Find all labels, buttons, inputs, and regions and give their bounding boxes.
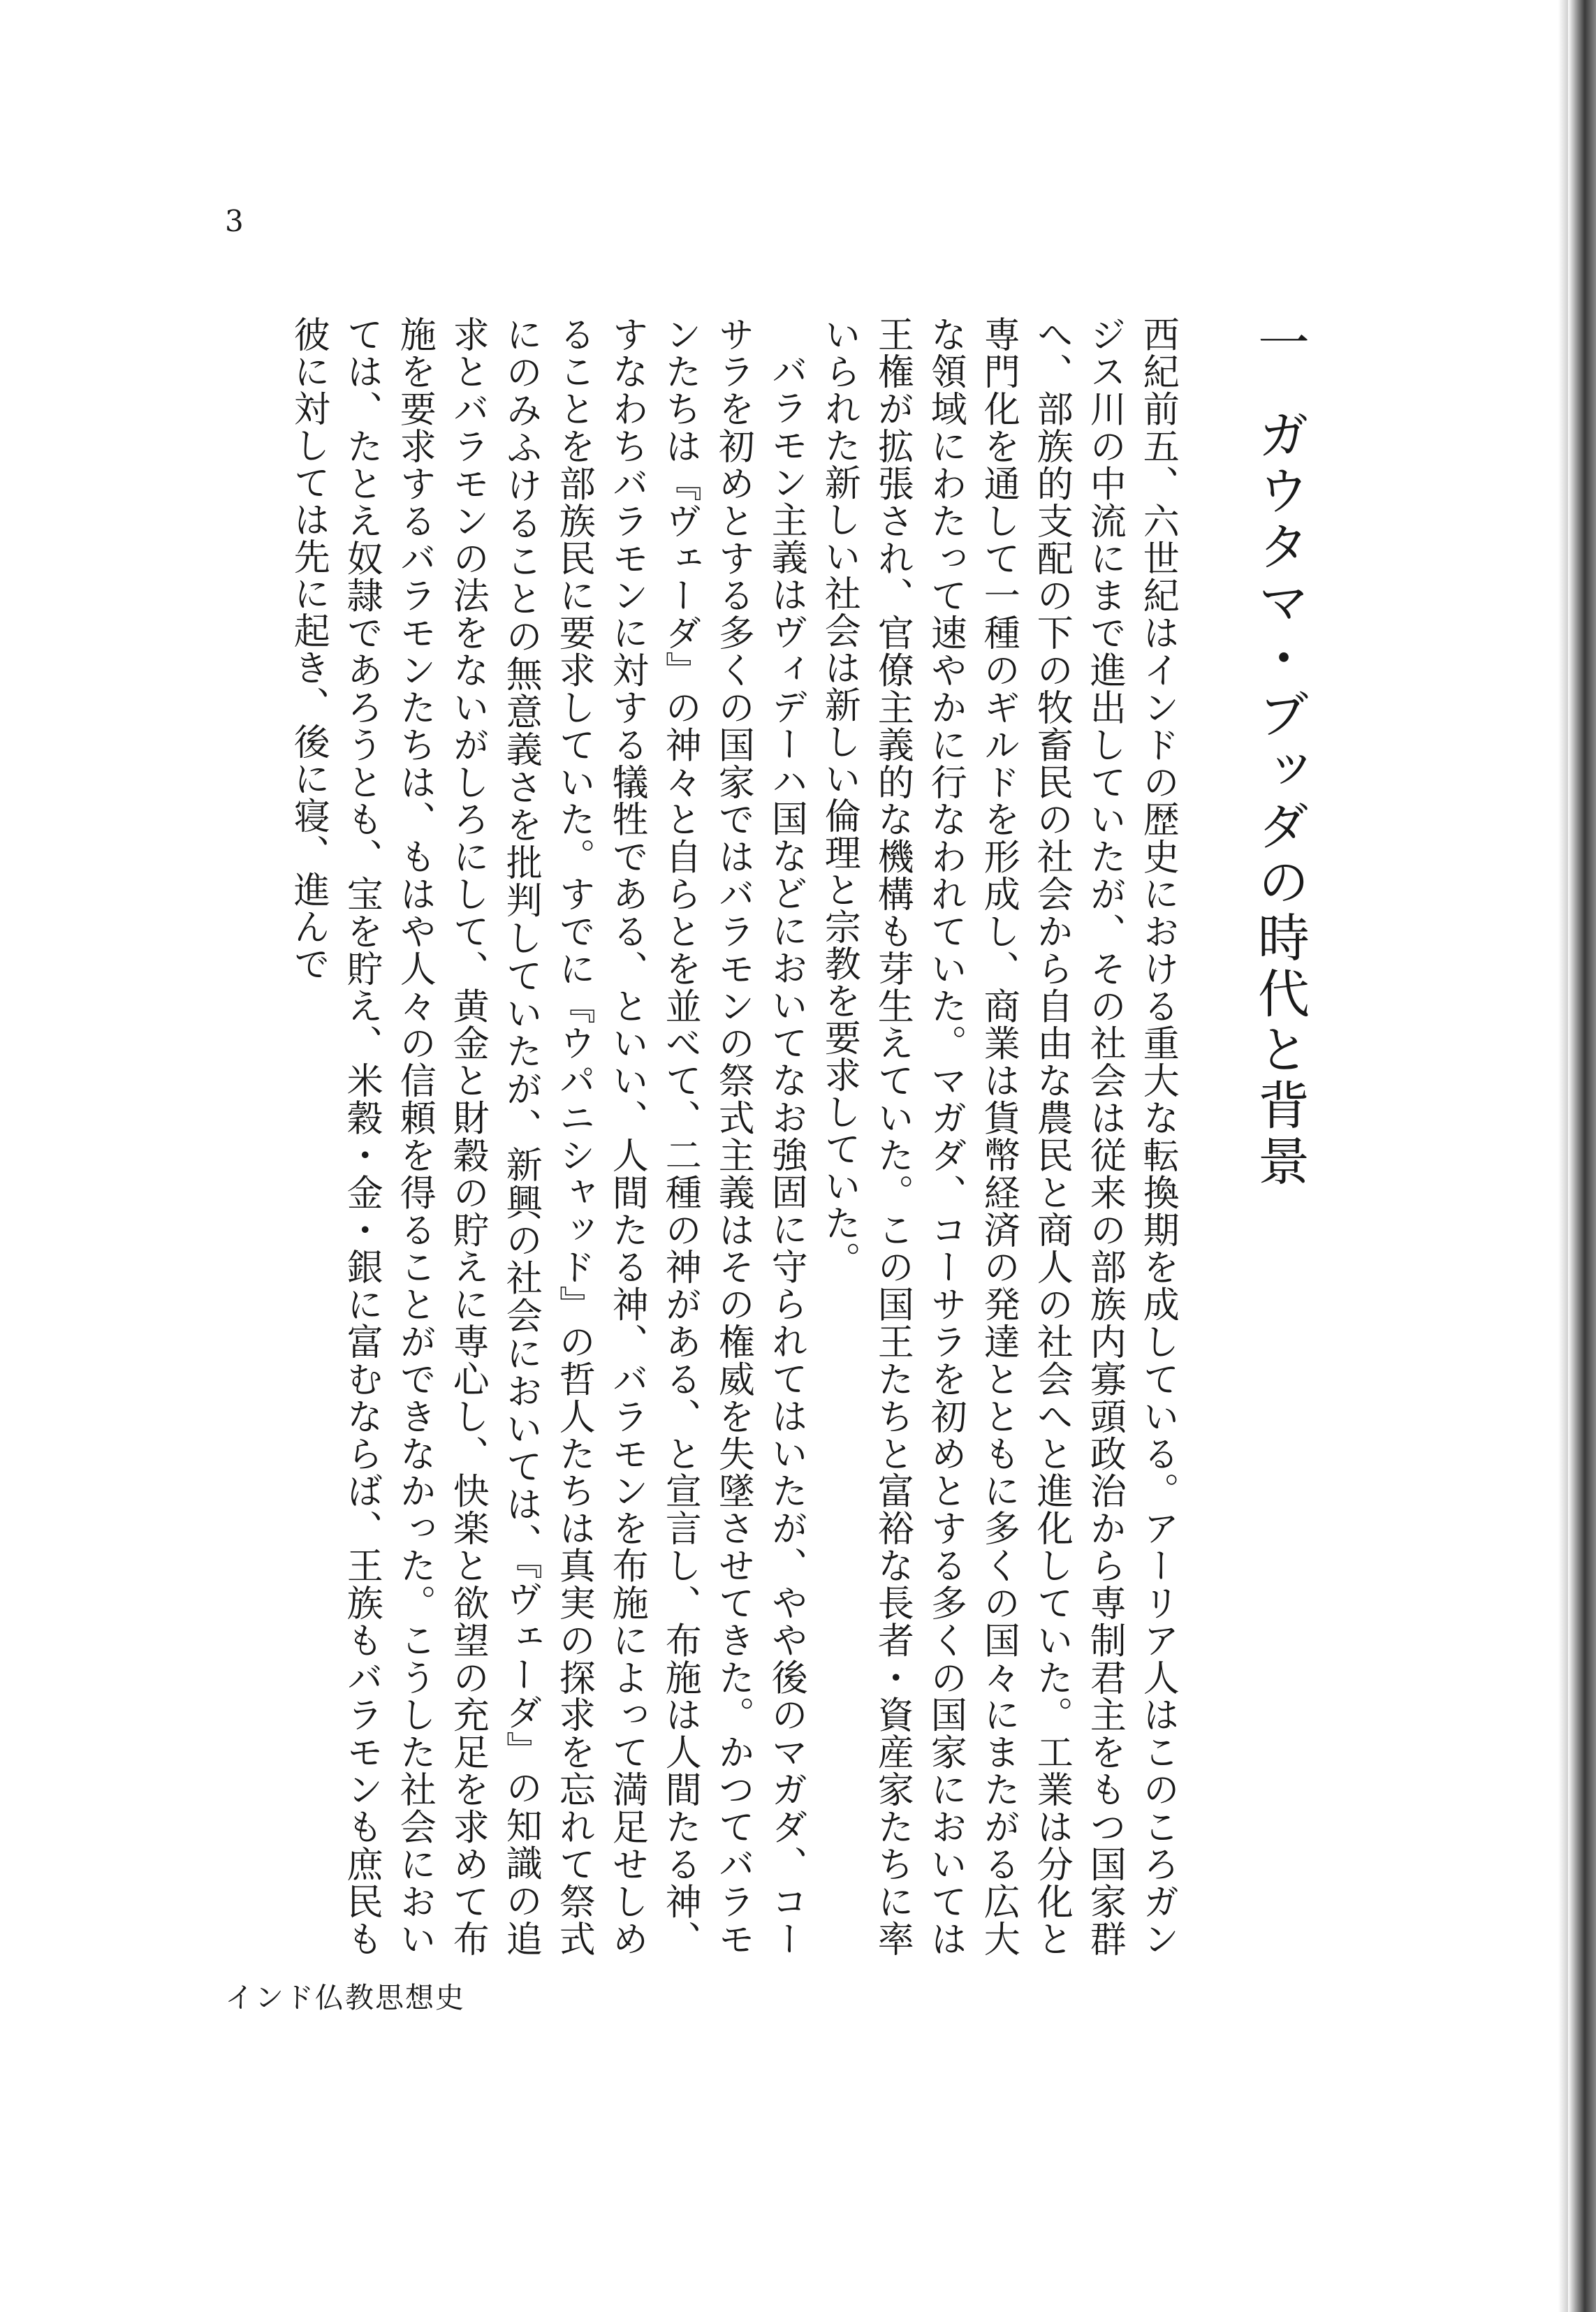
vertical-text-block <box>189 316 1338 1957</box>
paragraph-1: 西紀前五、六世紀はインドの歴史における重大な転換期を成している。アーリア人はこのころガンジス川の中流にまで進出していたが、その社会は従来の部族内寡頭政治から専制君主をもつ国家群へ、部族的支配の下の牧畜民の社会から自由な農民と商人の社会へと進化していた。工業は分化と専門化を通して一種のギルドを形成し、商業は貨幣経済の発達とともに多くの国々にまたがる広大な領域にわたって速やかに行なわれていた。マガダ、コーサラを初めとする多くの国家においては王権が拡張され、官僚主義的な機構も芽生えていた。この国王たちと富裕な長者・資産家たちに率いられた新しい社会は新しい倫理と宗教を要求していた。 <box>818 316 1179 1957</box>
running-footer-book-title: インド仏教思想史 <box>225 1981 465 2014</box>
page-number: 3 <box>225 204 244 238</box>
book-spine-edge <box>1568 0 1596 2312</box>
gutter-shadow <box>1558 0 1568 2312</box>
chapter-number: 一 <box>1250 316 1310 372</box>
chapter-title: ガウタマ・ブッダの時代と背景 <box>1250 408 1310 1190</box>
paragraph-2: バラモン主義はヴィデーハ国などにおいてなお強固に守られてはいたが、やや後のマガダ、コーサラを初めとする多くの国家ではバラモンの祭式主義はその権威を失墜させてきた。かつてバラモンたちは『ヴェーダ』の神々と自らとを並べて、二種の神がある、と宣言し、布施は人間たる神、すなわちバラモンに対する犠牲である、といい、人間たる神、バラモンを布施によって満足せしめることを部族民に要求していた。すでに『ウパニシャッド』の哲人たちは真実の探求を忘れて祭式にのみふけることの無意義さを批判していたが、新興の社会においては、『ヴェーダ』の知識の追求とバラモンの法をないがしろにして、黄金と財穀の貯えに専心し、快楽と欲望の充足を求めて布施を要求するバラモンたちは、もはや人々の信頼を得ることができなかった。こうした社会においては、たとえ奴隷であろうとも、宝を貯え、米穀・金・銀に富むならば、王族もバラモンも庶民も彼に対しては先に起き、後に寝、進んで <box>287 316 807 1957</box>
chapter-heading <box>1248 316 1310 1957</box>
